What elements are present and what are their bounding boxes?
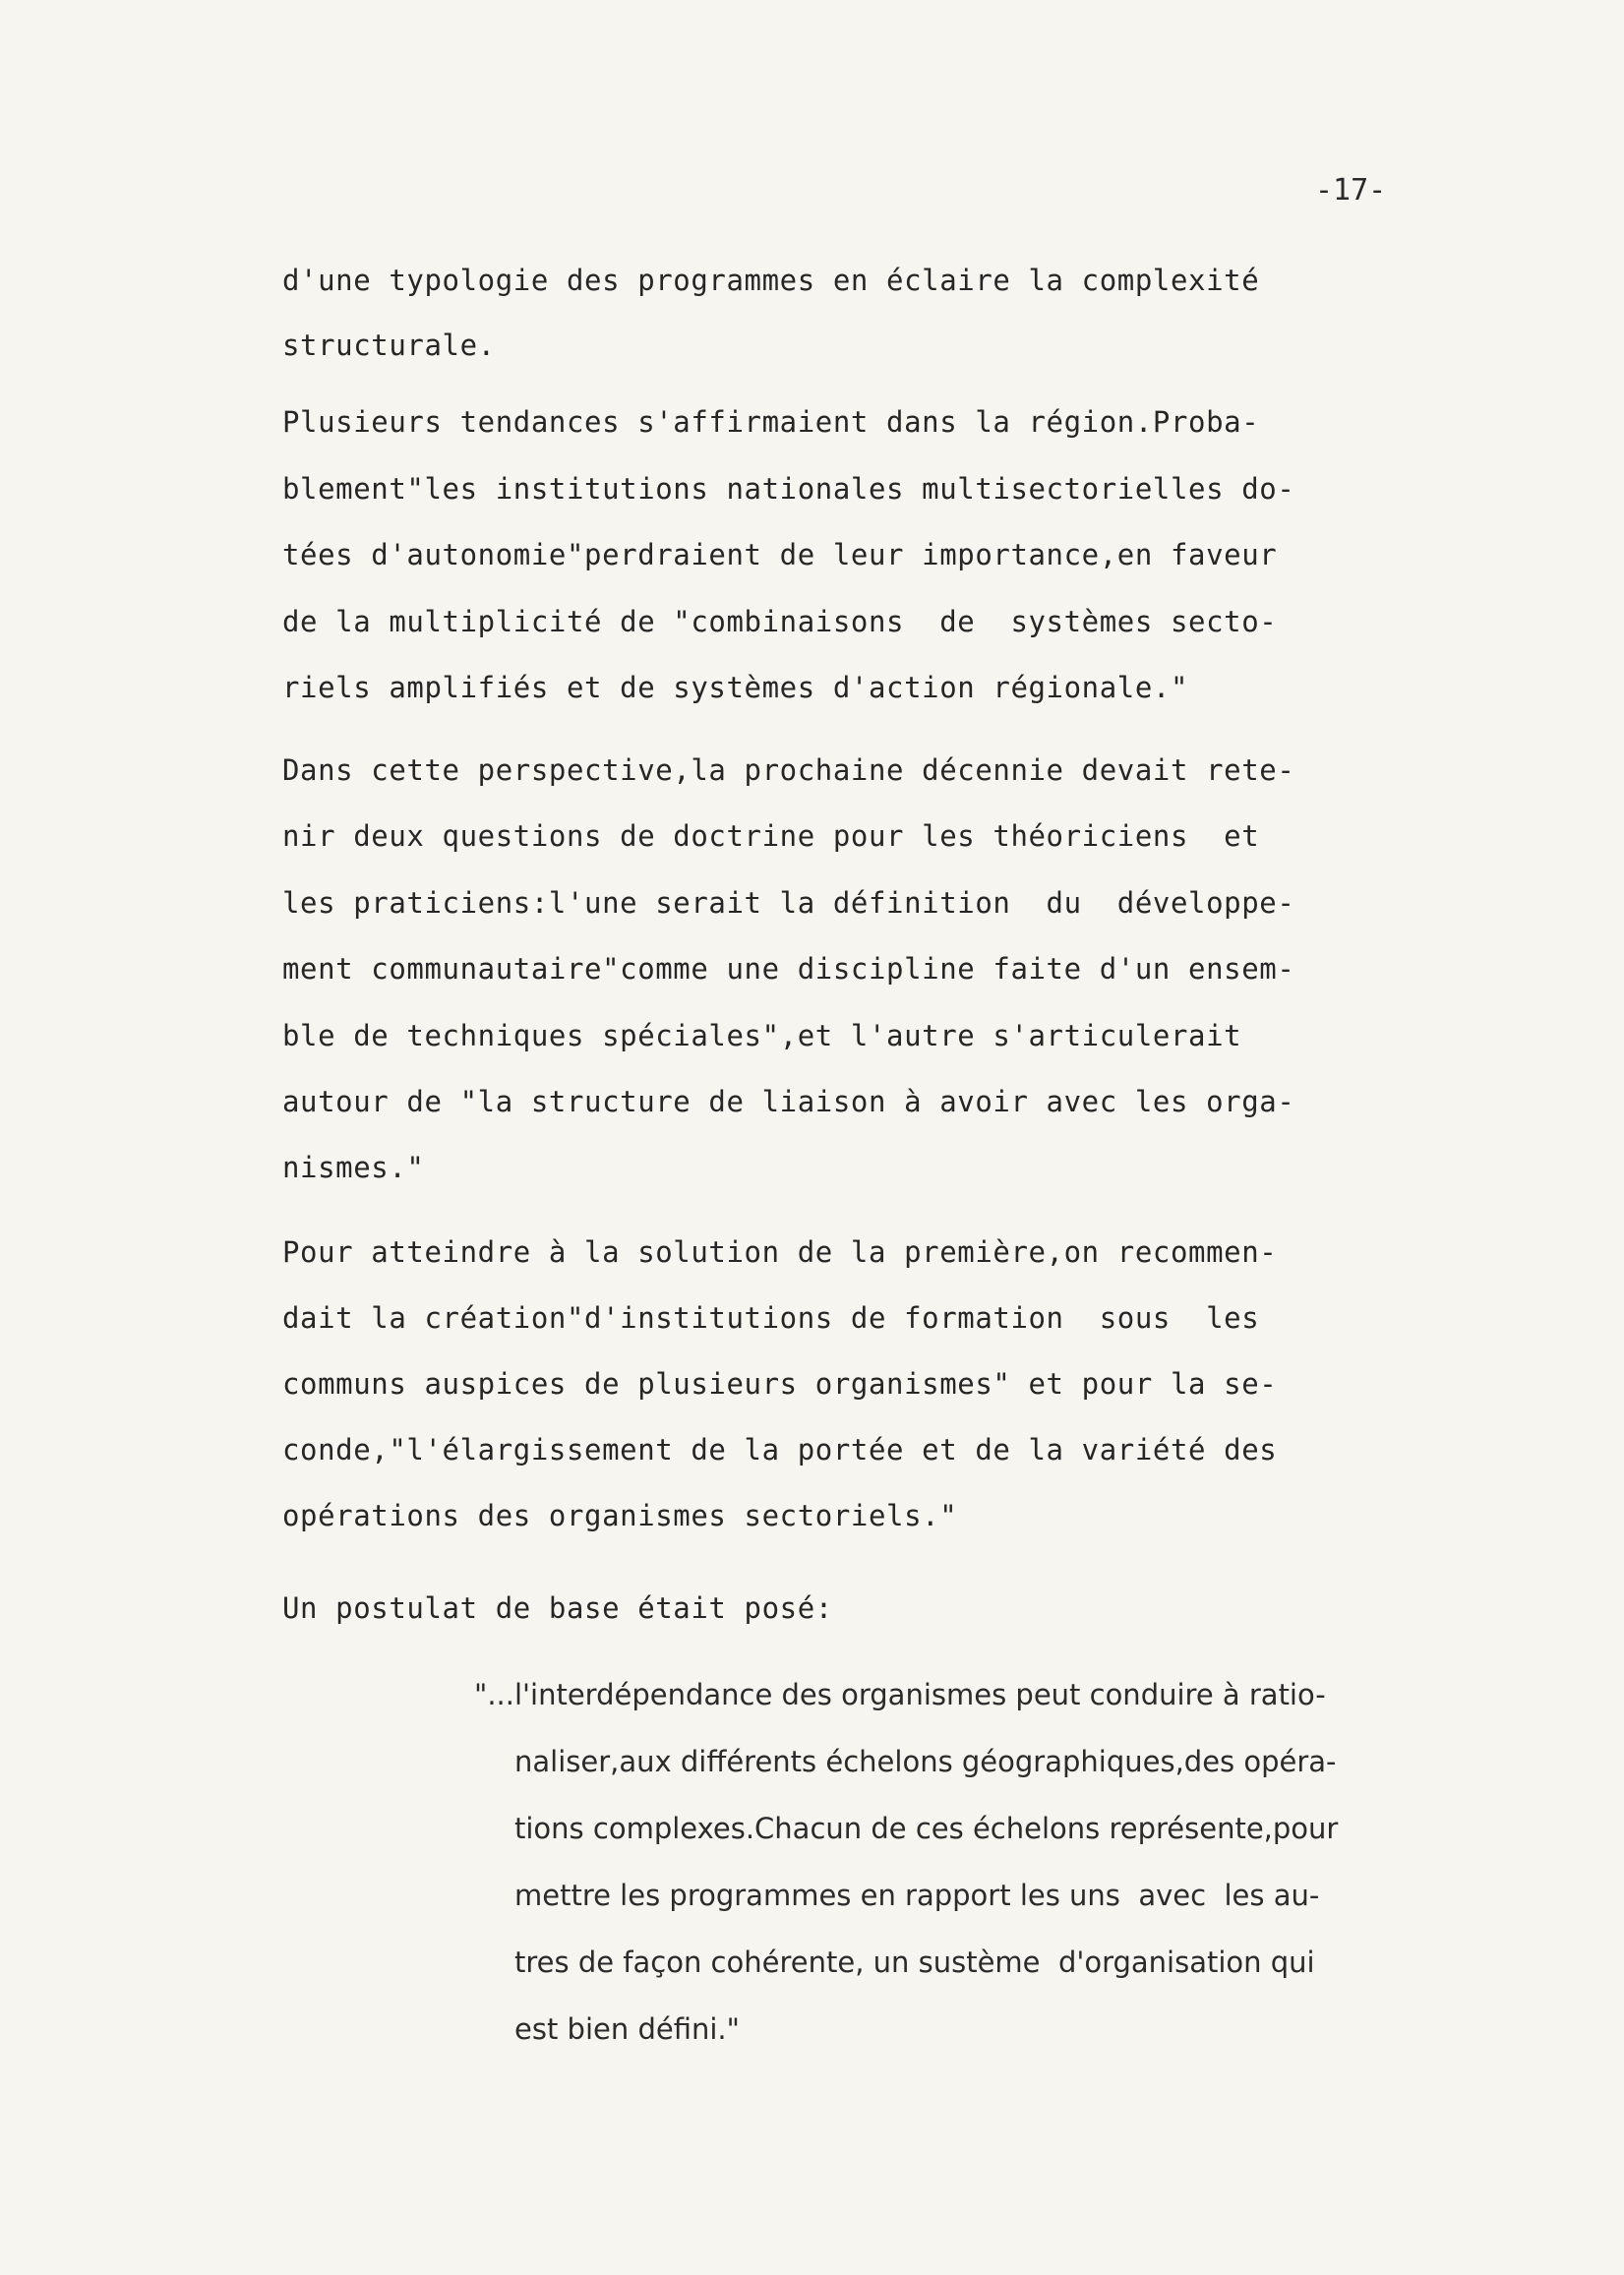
paragraph-3-line-3: les praticiens:l'une serait la définition du développe- bbox=[282, 886, 1295, 920]
paragraph-3-line-4: ment communautaire"comme une discipline faite d'un ensem- bbox=[282, 952, 1295, 986]
paragraph-3-line-2: nir deux questions de doctrine pour les théoriciens et bbox=[282, 819, 1260, 853]
paragraph-4-line-4: conde,"l'élargissement de la portée et de la variété des bbox=[282, 1433, 1278, 1467]
paragraph-3-line-7: nismes." bbox=[282, 1151, 425, 1184]
paragraph-3-line-6: autour de "la structure de liaison à avoir avec les orga- bbox=[282, 1085, 1295, 1118]
paragraph-4-line-3: communs auspices de plusieurs organismes" et pour la se- bbox=[282, 1367, 1278, 1401]
paragraph-2-line-5: riels amplifiés et de systèmes d'action régionale." bbox=[282, 671, 1189, 704]
page-number: -17- bbox=[1315, 173, 1387, 208]
paragraph-1-line-2: structurale. bbox=[282, 329, 496, 362]
paragraph-4-line-1: Pour atteindre à la solution de la première,on recommen- bbox=[282, 1235, 1278, 1269]
paragraph-5-line-1: Un postulat de base était posé: bbox=[282, 1591, 833, 1625]
paragraph-4-line-5: opérations des organismes sectoriels." bbox=[282, 1499, 958, 1532]
quote-line-3: tions complexes.Chacun de ces échelons représente,pour bbox=[514, 1812, 1339, 1845]
paragraph-4-line-2: dait la création"d'institutions de formation sous les bbox=[282, 1301, 1260, 1335]
quote-line-5: tres de façon cohérente, un sustème d'organisation qui bbox=[514, 1946, 1315, 1979]
paragraph-1-line-1: d'une typologie des programmes en éclaire la complexité bbox=[282, 264, 1260, 297]
paragraph-2-line-4: de la multiplicité de "combinaisons de systèmes secto- bbox=[282, 605, 1278, 638]
quote-line-6: est bien défini." bbox=[514, 2012, 740, 2046]
quote-line-2: naliser,aux différents échelons géographiques,des opéra- bbox=[514, 1745, 1337, 1778]
paragraph-3-line-1: Dans cette perspective,la prochaine décennie devait rete- bbox=[282, 753, 1295, 787]
paragraph-2-line-3: tées d'autonomie"perdraient de leur importance,en faveur bbox=[282, 538, 1278, 571]
quote-line-4: mettre les programmes en rapport les uns avec les au- bbox=[514, 1879, 1320, 1912]
quote-line-1: "...l'interdépendance des organismes peut conduire à ratio- bbox=[474, 1678, 1326, 1711]
paragraph-3-line-5: ble de techniques spéciales",et l'autre s'articulerait bbox=[282, 1019, 1242, 1052]
paragraph-2-line-2: blement"les institutions nationales multisectorielles do- bbox=[282, 472, 1295, 506]
paragraph-2-line-1: Plusieurs tendances s'affirmaient dans la région.Proba- bbox=[282, 405, 1260, 439]
